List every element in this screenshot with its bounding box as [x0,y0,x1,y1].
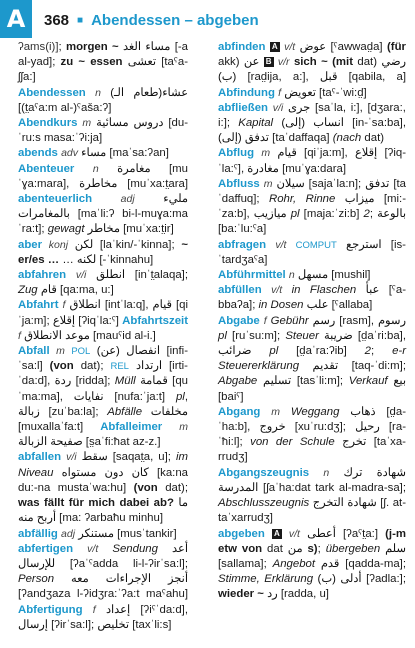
dictionary-entry: Abgang m Weggang ذهاب [d̤a-ˈha:b], خروج [xuˈru:dʒ]; رحيل [ra-ˈħi:l]; von der Schule تخرج [taˈxa-rrudʒ] [218,405,406,464]
dictionary-entry: abfinden A v/t عوض [ˁawwad̤a] (für akk) عن B v/r sich ~ (mit dat) رضي (ب) [rad̤ija, a:], قبل [qabila, a] Abfindung f تعويض [taˁ-ˈwi:d̤] [218,41,407,99]
dictionary-entry: aber konj لكن [laˈkin/-ˈkinna]; ~ er/es … … لكنه [-ˈkinnahu] [18,238,188,266]
page-header [44,8,405,32]
dictionary-entry: abgeben A v/t أعطى [ʔaˁt̤a:] (j-m etw von dat من s); übergeben سلم [sallama]; Angebot قدم [qadda-ma]; Stimme, Erklärung أدلى (ب) [ʔadla:]; wieder ~ رد [radda, u] [218,527,407,601]
dictionary-entry: Abführmittel n مسهل [mushil] [218,269,371,282]
dictionary-entry: abfüllen v/t in Flaschen عبأ [ˁa-bbaʔa]; in Dosen علب [ˁallaba] [218,284,407,312]
dictionary-entry: Abendkurs m دروس مسائية [du-ˈru:s masa:ˈʔi:ja] [18,117,188,145]
bullet-icon: ■ [77,14,84,26]
guide-words: Abendessen – abgeben [91,11,259,29]
right-column [218,40,406,603]
letter-tab: A [0,0,32,38]
dictionary-entry: abfertigen v/t Sendung أعد للإرسال [ʔaˈˁadda li-l-ʔirˈsa:l]; Person أنجز الإجراءات معه [ʔandʒaza l-ʔidʒra:ˈʔa:t maˁahu] Abfertigung f إعداد [ʔiˁˈda:d], إرسال [ʔirˈsa:l]; تخليص [taxˈli:s] [18,542,189,631]
dictionary-entry: ʔams(i)]; morgen ~ مساء الغد [-a al-yad]; zu ~ essen تعشى [taˁa-ʃʃa:] [18,41,188,84]
dictionary-entry: Abgangszeugnis n شهادة ترك المدرسة [ʃaˈha:dat tark al-madra-sa]; Abschlusszeugnis شهادة التخرج [ʃ. at-taˈxarrudʒ] [218,466,406,525]
dictionary-entry: abfallen v/i سقط [saqat̤a, u]; im Niveau كان دون مستواه [ka:na du:-na mustaˈwa:hu] (von dat); was fällt für mich dabei ab? ما أربح منه [ma: ʔarbaħu minhu] [18,451,189,525]
dictionary-entry: Abendessen n (طعام الـ)عشاء [(t̤aˁa:m al-)ˁaša:ʔ] [18,86,188,114]
dictionary-entry: Abflug m قيام [qiˈja:m], إقلاع [ʔiq-ˈla:ˁ], مغادرة [muˈɣa:dara] [218,147,406,175]
dictionary-entry: Abfahrt f انطلاق [intˈla:q], قيام [qiˈja:m]; إقلاع [ʔiqˈla:ˁ] Abfahrtszeit f موعد الانطلاق [mauˁid al-i.] [18,299,189,342]
dictionary-entry: abfahren v/i انطلق [inˈt̤alaqa]; Zug قام [qa:ma, u:] [18,269,188,297]
page-number: 368 [44,11,70,29]
dictionary-entry: Abfluss m سيلان [sajaˈla:n]; تدفق [taˈdaffuq]; Rohr, Rinne ميزاب [mi:-ˈza:b], ميازيب pl [maja:ˈzi:b] 2; بالوعة [ba:ˈlu:ˁa] [218,177,406,236]
dictionary-entry: abfragen v/t COMPUT استرجع [is-ˈtardʒaˁa] [218,238,406,266]
dictionary-entry: abfällig adj مستنكر [musˈtankir] [18,527,177,540]
dictionary-entry: Abfall m POL (عن) انفصال [infi-ˈsa:l] (von dat); REL ارتداد [irti-ˈda:d], ردة [ridda]; Müll قمامة [quˈma:ma], نفايات [nufa:ˈja:t] pl, زبالة [zuˈba:la]; Abfälle مخلفات [muxallaˈfa:t] Abfalleimer m صفيحة الزبالة [s̤aˈfi:ħat az-z.] [18,345,188,449]
dictionary-entry: Abgabe f Gebühr رسم [rasm], رسوم pl [ruˈsu:m]; Steuer ضريبة [d̤aˈri:ba], ضرائب pl [d̤aˈra:ʔib] 2; e-r Steuererklärung تقديم [taq-ˈdi:m]; Abgabe تسليم [tasˈli:m]; Verkauf بيع [baiˁ] [218,314,406,403]
left-column [18,40,188,633]
dictionary-entry: Abenteuer n مغامرة [muˈɣa:mara], مخاطرة [muˈxa:t̤ara] abenteuerlich adj مليء بالمغامرات [maˈli:ʔ bi-l-muɣa:maˈra:t]; gewagt مخاطر [muˈxa:t̤ir] [18,162,188,236]
dictionary-entry: abends adv مساء [maˈsa:ʔan] [18,147,169,160]
dictionary-entry: abfließen v/i جرى [saˈla, i:], [dʒara:, i:]; Kapital (إلى) انساب [in-ˈsa:ba], تدفق (إلى) [taˈdaffaqa] (nach dat) [218,101,406,145]
